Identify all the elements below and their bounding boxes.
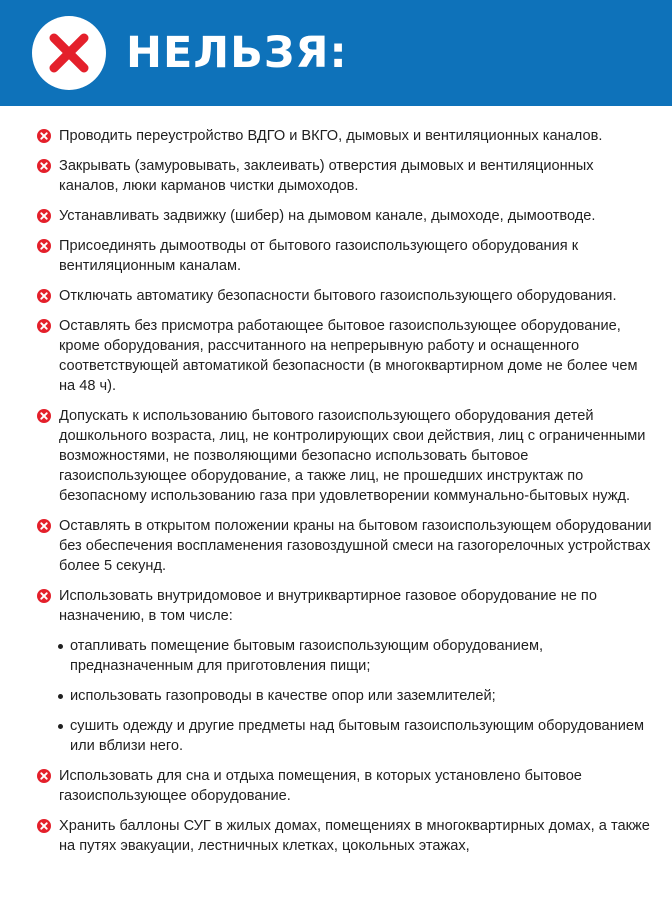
rule-text: Использовать для сна и отдыха помещения, в которых установлено бытовое газоиспользующее оборудование. [59, 768, 582, 804]
page-title: НЕЛЬЗЯ: [126, 28, 348, 78]
x-mark-icon [32, 16, 106, 90]
rule-text: Хранить баллоны СУГ в жилых домах, помещениях в многоквартирных домах, а также на путях эвакуации, лестничных клетках, цокольных этажах, [59, 818, 650, 854]
rule-text: Проводить переустройство ВДГО и ВКГО, дымовых и вентиляционных каналов. [59, 128, 603, 144]
rule-item [0, 126, 672, 146]
rule-text: Допускать к использованию бытового газоиспользующего оборудования детей дошкольного возраста, лиц, не контролирующих свои действия, лиц с ограниченными возможностями, не позволяющими безопасно использовать бытовое газоиспользующее оборудование, а также лиц, не прошедших инструктаж по безопасному использованию газа при удовлетворении коммунально-бытовых нужд. [59, 408, 646, 504]
dot-bullet-icon [58, 644, 63, 649]
rule-text: Оставлять в открытом положении краны на бытовом газоиспользующем оборудовании без обеспечения воспламенения газовоздушной смеси на газогорелочных устройствах более 5 секунд. [59, 518, 652, 574]
prohibited-bullet-icon [37, 289, 51, 303]
prohibited-bullet-icon [37, 819, 51, 833]
subrules-list [0, 636, 672, 756]
subrule-text: сушить одежду и другие предметы над бытовым газоиспользующим оборудованием или вблизи него. [70, 718, 645, 754]
rule-item [0, 286, 672, 306]
prohibited-bullet-icon [37, 319, 51, 333]
header-banner [0, 0, 672, 106]
subrule-text: отапливать помещение бытовым газоиспользующим оборудованием, предназначенным для приготовления пищи; [70, 638, 544, 674]
rule-item [0, 516, 672, 576]
subrule-item [0, 716, 672, 756]
prohibited-bullet-icon [37, 519, 51, 533]
prohibited-bullet-icon [37, 769, 51, 783]
rule-text: Присоединять дымоотводы от бытового газоиспользующего оборудования к вентиляционным каналам. [59, 238, 579, 274]
subrule-item [0, 686, 672, 706]
rule-item [0, 206, 672, 226]
rule-item [0, 586, 672, 626]
rule-text: Оставлять без присмотра работающее бытовое газоиспользующее оборудование, кроме оборудования, рассчитанного на непрерывную работу и оснащенного соответствующей автоматикой безопасности (в многоквартирном доме не более чем на 48 ч). [59, 318, 638, 394]
rule-text: Устанавливать задвижку (шибер) на дымовом канале, дымоходе, дымоотводе. [59, 208, 596, 224]
prohibited-bullet-icon [37, 129, 51, 143]
prohibited-bullet-icon [37, 239, 51, 253]
rule-text: Использовать внутридомовое и внутриквартирное газовое оборудование не по назначению, в том числе: [59, 588, 597, 624]
rule-item [0, 406, 672, 506]
rule-item [0, 156, 672, 196]
rule-item [0, 236, 672, 276]
prohibited-bullet-icon [37, 209, 51, 223]
dot-bullet-icon [58, 694, 63, 699]
rule-text: Отключать автоматику безопасности бытового газоиспользующего оборудования. [59, 288, 617, 304]
prohibited-bullet-icon [37, 159, 51, 173]
subrule-text: использовать газопроводы в качестве опор или заземлителей; [70, 688, 496, 704]
prohibited-bullet-icon [37, 409, 51, 423]
rule-text: Закрывать (замуровывать, заклеивать) отверстия дымовых и вентиляционных каналов, люки карманов чистки дымоходов. [59, 158, 594, 194]
subrule-item [0, 636, 672, 676]
prohibited-bullet-icon [37, 589, 51, 603]
rule-item [0, 766, 672, 806]
dot-bullet-icon [58, 724, 63, 729]
rule-item [0, 816, 672, 856]
rules-list [0, 126, 672, 866]
rule-item [0, 316, 672, 396]
